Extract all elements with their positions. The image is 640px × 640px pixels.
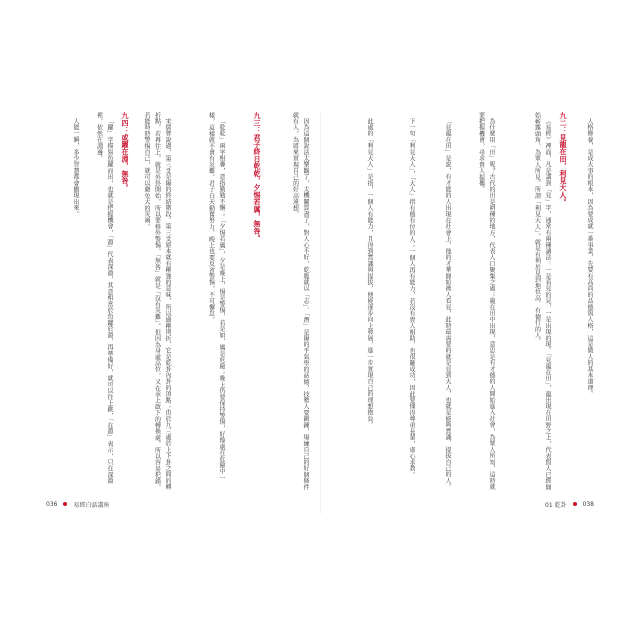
left-page-column-2 <box>228 112 262 492</box>
paragraph: 《易經》裡面，凡是講到「見」字，通常有兩種讀法：一是看見的見，一是出現的現。「見龍在田」，龍出現在田野之上，代表賢人已經開始嶄露頭角，為眾人所見。所謂「利見大人」，就是有利於見到地位高、有德行的人。 <box>533 112 551 491</box>
paragraph: 此處的「利見大人」是指，一個人有能力，且得到賞識與提拔，便能逐步向上發展，進一步實現自己的理想抱負。 <box>366 118 373 428</box>
paragraph: 「躍」字描寫魚躍而出，也就是把握機會，「淵」代表深淵，其意相當於魚躍於淵，再準備好，就可以往上跳，「在淵」表示，只在深淵裡，依然在淵邊。 <box>95 112 113 484</box>
paragraph: 人能一瞬，多少智慧都會顯現出來。 <box>72 118 79 218</box>
section-heading: 九三：君子終日乾乾，夕惕若厲，無咎。 <box>253 112 262 242</box>
page-number: 036 <box>46 500 58 508</box>
running-title: 01 乾卦 <box>545 501 567 509</box>
left-page-column-1 <box>266 112 310 492</box>
paragraph: 下一句「利見大人」，「大人」指有德有位的人；一個人再有能力，若沒有貴人相助，也很難成功，因此要懂得尊重長輩，虛心求教。 <box>408 118 415 478</box>
page-number: 038 <box>582 500 594 508</box>
section-heading: 九二：見龍在田，利見大人。 <box>559 112 568 206</box>
right-page-column-6 <box>376 112 416 492</box>
right-footer <box>330 498 594 510</box>
paragraph: 「乾乾」兩字相疊，意指勤勉不懈；「夕惕若厲」，夕是晚上，惕是警惕，若是如，厲是危險；晚上仍要保持警惕，好像處在危險中一樣，這樣就不會有災難。君子白天勤奮努力，晚上也要反省警惕，不可懈怠。 <box>207 112 225 481</box>
left-page-column-3 <box>174 112 226 492</box>
bullet-dot-icon <box>63 502 67 506</box>
section-heading: 九四：或躍在淵，無咎。 <box>121 112 130 192</box>
left-page-column-5 <box>116 112 130 492</box>
right-page-column-4 <box>454 112 496 492</box>
book-spread <box>46 112 594 514</box>
paragraph: 為什麼用「田」呢？古代的田是耕種的地方，代表人口聚集之處；龍在田中出現，意思是有才德的人開始進入社會，為眾人所知，這時就要把握機會，尋求貴人提攜。 <box>477 112 495 490</box>
right-page-column-3 <box>498 112 552 492</box>
paragraph: 宋儒曾說過，第三爻是陽的終結階段。第三爻原本就有剛強的意味，所以過剛則折，它是乾卦內卦的頂點；由於九三處於上下卦之間的轉折點，若再往上，就是外卦開始，所以要格外警惕，「無咎」就是「沒有災難」。但因為身處高位，又在承上啟下的轉換處，所以容易犯錯，若能時時警惕自己，就可以避免大的災禍。 <box>143 112 171 491</box>
paragraph: 人格修養，是成大事的根本，因為要成就一番事業，先要有高尚的品德與人格，這是做人的基本道理。 <box>586 118 593 397</box>
right-page-column-1 <box>570 112 594 492</box>
right-page-column-2 <box>554 112 568 492</box>
left-footer <box>46 498 310 510</box>
left-page <box>46 112 310 514</box>
paragraph: 因為這個說法太樂觀了，太機關算盡了，對人心不好，乾脆就以「志」、「潛」是陽的乎氣學的話德，技勢人要鍛鍊，場練自己的好個條件就有人，為將來實現自己的好高遠想， <box>291 112 309 491</box>
left-page-column-4 <box>132 112 172 492</box>
right-page-column-5 <box>418 112 452 492</box>
bullet-dot-icon <box>573 502 577 506</box>
left-page-column-7 <box>46 112 80 492</box>
running-title: 易經白話講座 <box>73 501 110 509</box>
left-page-column-6 <box>82 112 114 492</box>
right-page-column-7 <box>330 112 374 492</box>
page-gutter <box>320 112 321 514</box>
right-page <box>330 112 594 514</box>
paragraph: 「見龍在田」是說，有才能的人出現在社會上，他的才華開始被人看見，此時最需要的就是見到大人，也就是能夠賞識、提拔自己的人。 <box>444 118 451 490</box>
